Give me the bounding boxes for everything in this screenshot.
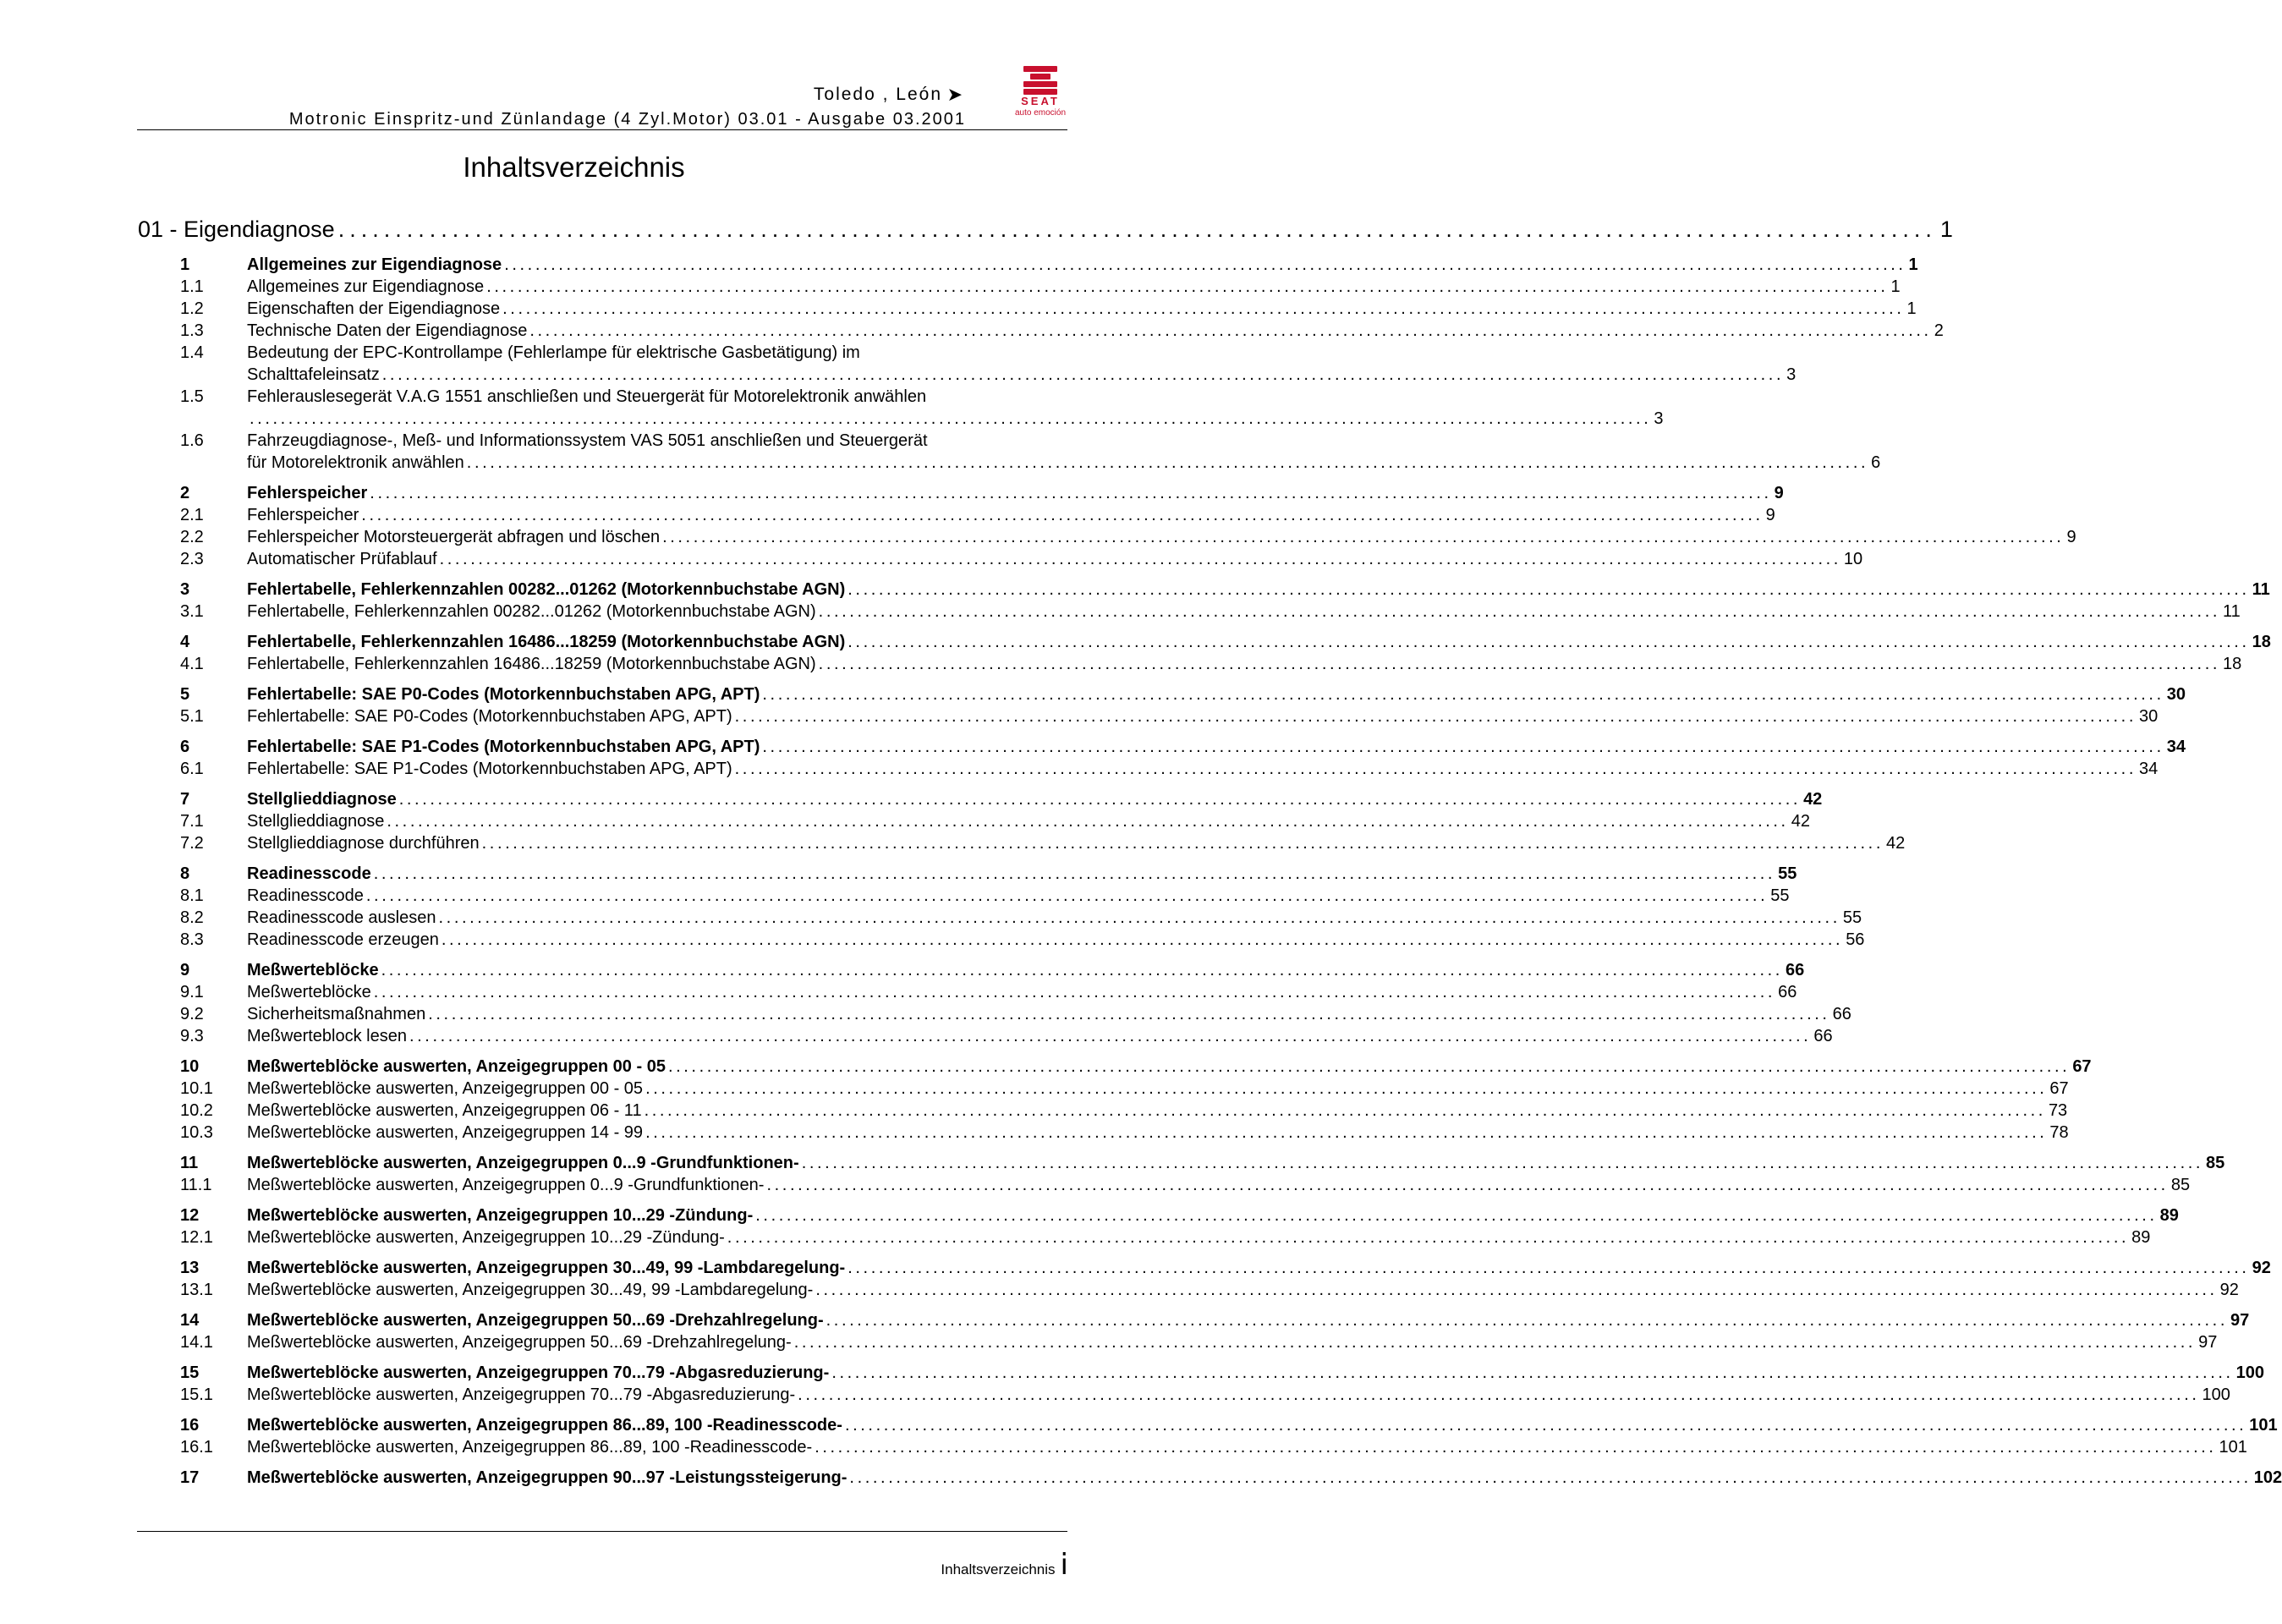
toc-subsection-entry[interactable] xyxy=(180,885,1790,907)
entry-number: 4.1 xyxy=(180,655,204,673)
leader-dots xyxy=(374,981,1775,1003)
entry-page: 1 xyxy=(1908,255,1918,274)
entry-page: 34 xyxy=(2139,760,2159,778)
leader-dots xyxy=(662,526,2064,548)
seat-logo-mark xyxy=(1023,66,1057,95)
toc-subsection-entry[interactable] xyxy=(180,276,1901,298)
entry-title: Eigenschaften der Eigendiagnose xyxy=(247,299,501,318)
entry-title-continued: Schalttafeleinsatz xyxy=(247,365,380,384)
entry-number: 11.1 xyxy=(180,1176,212,1194)
toc-subsection-entry[interactable] xyxy=(180,320,1944,342)
entry-page: 66 xyxy=(1813,1027,1833,1045)
toc-subsection-entry[interactable] xyxy=(180,504,1775,526)
leader-dots xyxy=(409,1025,1811,1047)
entry-page: 1 xyxy=(1906,299,1917,318)
leader-dots xyxy=(645,1100,2046,1122)
entry-number: 15 xyxy=(180,1363,200,1382)
toc-section-entry[interactable] xyxy=(180,736,2186,758)
entry-page: 18 xyxy=(2223,655,2242,673)
entry-number: 10.2 xyxy=(180,1101,213,1120)
entry-title: Stellglieddiagnose durchführen xyxy=(247,834,480,853)
seat-wordmark: SEAT xyxy=(1021,95,1060,107)
entry-number: 16.1 xyxy=(180,1438,213,1457)
entry-page: 9 xyxy=(1765,506,1775,524)
leader-dots xyxy=(798,1384,2199,1406)
entry-page: 11 xyxy=(2223,602,2241,621)
entry-title: Meßwerteblöcke auswerten, Anzeigegruppen 00 - 05 xyxy=(247,1057,666,1076)
entry-page: 6 xyxy=(1871,453,1881,472)
leader-dots xyxy=(504,254,1906,276)
toc-section-entry[interactable] xyxy=(180,1056,2092,1078)
entry-page: 42 xyxy=(1803,790,1823,809)
entry-title: Fehlertabelle: SAE P0-Codes (Motorkennbuchstaben APG, APT) xyxy=(247,685,760,704)
entry-number: 8.3 xyxy=(180,930,204,949)
entry-title: Meßwerteblöcke auswerten, Anzeigegruppen 0...9 -Grundfunktionen- xyxy=(247,1176,765,1194)
leader-dots xyxy=(387,810,1788,832)
toc-subsection-entry[interactable] xyxy=(180,1174,2191,1196)
entry-title: Meßwerteblöcke auswerten, Anzeigegruppen 30...49, 99 -Lambdaregelung- xyxy=(247,1281,814,1299)
entry-title: Meßwerteblöcke auswerten, Anzeigegruppen 00 - 05 xyxy=(247,1079,644,1098)
entry-number: 2.3 xyxy=(180,550,204,568)
entry-title: Fehlertabelle: SAE P1-Codes (Motorkennbuchstaben APG, APT) xyxy=(247,760,732,778)
leader-dots xyxy=(766,1174,2168,1196)
toc-section-entry[interactable] xyxy=(180,1152,2225,1174)
entry-page: 66 xyxy=(1778,983,1797,1001)
toc-subsection-entry[interactable] xyxy=(180,342,1797,386)
leader-dots xyxy=(848,631,2249,653)
entry-page: 78 xyxy=(2049,1123,2069,1142)
entry-title: Fehlerspeicher xyxy=(247,484,368,502)
entry-title: Meßwerteblöcke auswerten, Anzeigegruppen 86...89, 100 -Readinesscode- xyxy=(247,1416,842,1435)
toc-subsection-entry[interactable] xyxy=(180,981,1797,1003)
page-footer xyxy=(941,1548,1068,1582)
entry-page: 9 xyxy=(1774,484,1784,502)
leader-dots xyxy=(727,1226,2129,1248)
entry-page: 55 xyxy=(1842,908,1862,927)
leader-dots xyxy=(849,1467,2251,1489)
leader-dots xyxy=(467,452,1868,474)
entry-number: 10.1 xyxy=(180,1079,213,1098)
entry-title: Allgemeines zur Eigendiagnose xyxy=(247,277,485,296)
toc-subsection-entry[interactable] xyxy=(180,526,2076,548)
entry-title: Automatischer Prüfablauf xyxy=(247,550,437,568)
entry-number: 9.1 xyxy=(180,983,204,1001)
entry-page: 100 xyxy=(2235,1363,2265,1382)
toc-subsection-entry[interactable] xyxy=(180,1331,2218,1353)
entry-page: 100 xyxy=(2202,1385,2230,1404)
toc-section-entry[interactable] xyxy=(180,959,1805,981)
toc-section-entry[interactable] xyxy=(180,863,1797,885)
entry-title: Meßwerteblöcke auswerten, Anzeigegruppen 10...29 -Zündung- xyxy=(247,1228,725,1247)
toc-section-entry[interactable] xyxy=(180,1309,2250,1331)
toc-section-entry[interactable] xyxy=(180,683,2186,705)
toc-subsection-entry[interactable] xyxy=(180,1078,2069,1100)
leader-dots xyxy=(645,1078,2047,1100)
leader-dots xyxy=(848,579,2249,601)
entry-title: Meßwerteblöcke auswerten, Anzeigegruppen 14 - 99 xyxy=(247,1123,644,1142)
toc-chapter-entry[interactable] xyxy=(138,217,1953,250)
toc-subsection-entry[interactable] xyxy=(180,1003,1851,1025)
entry-title: Stellglieddiagnose xyxy=(247,790,397,809)
leader-dots xyxy=(819,601,2220,623)
entry-page: 97 xyxy=(2230,1311,2250,1330)
leader-dots xyxy=(735,705,2137,727)
entry-number: 8 xyxy=(180,864,190,883)
toc-subsection-entry[interactable] xyxy=(180,1226,2151,1248)
entry-title: Technische Daten der Eigendiagnose xyxy=(247,321,528,340)
entry-title: Fehlertabelle, Fehlerkennzahlen 16486...18259 (Motorkennbuchstabe AGN) xyxy=(247,655,816,673)
entry-page: 42 xyxy=(1791,812,1810,831)
entry-title: Meßwerteblöcke xyxy=(247,961,379,979)
toc-subsection-entry[interactable] xyxy=(180,1436,2247,1458)
footer-divider xyxy=(137,1531,1067,1532)
toc-subsection-entry[interactable] xyxy=(180,601,2241,623)
entry-number: 7.2 xyxy=(180,834,204,853)
toc-subsection-entry[interactable] xyxy=(180,1025,1833,1047)
entry-number: 1 xyxy=(180,255,190,274)
toc-subsection-entry[interactable] xyxy=(180,298,1917,320)
entry-title: Fehlerauslesegerät V.A.G 1551 anschließen und Steuergerät für Motorelektronik anwählen xyxy=(247,387,927,406)
entry-title: Fehlerspeicher xyxy=(247,506,359,524)
entry-page: 55 xyxy=(1770,886,1790,905)
toc-section-entry[interactable] xyxy=(180,254,1918,276)
entry-number: 7.1 xyxy=(180,812,204,831)
table-of-contents xyxy=(180,254,2282,1489)
entry-page: 67 xyxy=(2049,1079,2069,1098)
leader-dots xyxy=(361,504,1763,526)
entry-page: 89 xyxy=(2131,1228,2151,1247)
entry-title: Fehlertabelle: SAE P1-Codes (Motorkennbuchstaben APG, APT) xyxy=(247,738,760,756)
entry-page: 101 xyxy=(2249,1416,2278,1435)
entry-title: Readinesscode xyxy=(247,864,371,883)
entry-number: 1.1 xyxy=(180,277,204,296)
toc-section-entry[interactable] xyxy=(180,788,1823,810)
leader-dots xyxy=(374,863,1775,885)
leader-dots xyxy=(399,788,1801,810)
entry-number: 8.1 xyxy=(180,886,204,905)
page-title: Inhaltsverzeichnis xyxy=(463,151,685,183)
page-header xyxy=(137,80,991,130)
leader-dots xyxy=(819,653,2220,675)
leader-dots xyxy=(815,1279,2217,1301)
entry-number: 11 xyxy=(180,1154,199,1172)
entry-number: 12 xyxy=(180,1206,200,1225)
entry-title: Readinesscode auslesen xyxy=(247,908,436,927)
leader-dots xyxy=(845,1414,2246,1436)
entry-number: 13.1 xyxy=(180,1281,213,1299)
toc-section-entry[interactable] xyxy=(180,1414,2278,1436)
chapter-page: 1 xyxy=(1939,217,1953,242)
entry-number: 10 xyxy=(180,1057,200,1076)
entry-title: Meßwerteblöcke auswerten, Anzeigegruppen 86...89, 100 -Readinesscode- xyxy=(247,1438,813,1457)
entry-number: 15.1 xyxy=(180,1385,213,1404)
entry-title: Meßwerteblock lesen xyxy=(247,1027,407,1045)
entry-number: 14.1 xyxy=(180,1333,213,1352)
toc-subsection-entry[interactable] xyxy=(180,810,1810,832)
entry-title: Meßwerteblöcke auswerten, Anzeigegruppen 30...49, 99 -Lambdaregelung- xyxy=(247,1259,846,1277)
header-divider xyxy=(137,129,1067,130)
leader-dots xyxy=(486,276,1888,298)
entry-page: 10 xyxy=(1843,550,1863,568)
entry-number: 5 xyxy=(180,685,190,704)
leader-dots xyxy=(381,959,1783,981)
entry-title: Meßwerteblöcke xyxy=(247,983,371,1001)
entry-number: 6.1 xyxy=(180,760,204,778)
toc-subsection-entry[interactable] xyxy=(180,832,1906,854)
entry-page: 92 xyxy=(2219,1281,2239,1299)
entry-number: 2 xyxy=(180,484,190,502)
entry-page: 102 xyxy=(2253,1468,2282,1487)
entry-title: Fahrzeugdiagnose-, Meß- und Informationssystem VAS 5051 anschließen und Steuergerät xyxy=(247,431,928,450)
toc-subsection-entry[interactable] xyxy=(180,430,1881,474)
toc-section-entry[interactable] xyxy=(180,631,2271,653)
entry-number: 7 xyxy=(180,790,190,809)
leader-dots xyxy=(482,832,1884,854)
entry-number: 1.5 xyxy=(180,387,204,406)
toc-subsection-entry[interactable] xyxy=(180,1279,2239,1301)
entry-title-continued: für Motorelektronik anwählen xyxy=(247,453,464,472)
entry-number: 4 xyxy=(180,633,190,651)
leader-dots xyxy=(735,758,2137,780)
leader-dots xyxy=(529,320,1931,342)
leader-dots xyxy=(382,364,1784,386)
toc-subsection-entry[interactable] xyxy=(180,548,1863,570)
toc-subsection-entry[interactable] xyxy=(180,907,1862,929)
entry-page: 1 xyxy=(1890,277,1901,296)
entry-number: 12.1 xyxy=(180,1228,213,1247)
entry-title: Meßwerteblöcke auswerten, Anzeigegruppen 10...29 -Zündung- xyxy=(247,1206,754,1225)
entry-title: Meßwerteblöcke auswerten, Anzeigegruppen 0...9 -Grundfunktionen- xyxy=(247,1154,799,1172)
entry-number: 9 xyxy=(180,961,190,979)
entry-page: 66 xyxy=(1832,1005,1851,1023)
entry-number: 2.2 xyxy=(180,528,204,546)
entry-page: 97 xyxy=(2198,1333,2218,1352)
entry-title: Fehlertabelle, Fehlerkennzahlen 16486...18259 (Motorkennbuchstabe AGN) xyxy=(247,633,846,651)
entry-title: Meßwerteblöcke auswerten, Anzeigegruppen 70...79 -Abgasreduzierung- xyxy=(247,1385,796,1404)
entry-page: 3 xyxy=(1786,365,1797,384)
entry-number: 9.3 xyxy=(180,1027,204,1045)
toc-subsection-entry[interactable] xyxy=(180,705,2159,727)
chapter-title: 01 - Eigendiagnose xyxy=(138,217,335,242)
leader-dots xyxy=(794,1331,2196,1353)
toc-subsection-entry[interactable] xyxy=(180,386,1664,430)
leader-dots xyxy=(645,1122,2047,1144)
leader-dots xyxy=(440,548,1841,570)
leader-dots xyxy=(439,907,1840,929)
leader-dots xyxy=(668,1056,2070,1078)
entry-number: 2.1 xyxy=(180,506,204,524)
header-vehicle-models: Toledo , León xyxy=(813,85,942,104)
entry-title: Stellglieddiagnose xyxy=(247,812,385,831)
toc-subsection-entry[interactable] xyxy=(180,1384,2230,1406)
entry-number: 16 xyxy=(180,1416,200,1435)
entry-number: 10.3 xyxy=(180,1123,213,1142)
leader-dots xyxy=(848,1257,2249,1279)
entry-title: Fehlertabelle, Fehlerkennzahlen 00282...01262 (Motorkennbuchstabe AGN) xyxy=(247,580,846,599)
entry-title: Fehlertabelle: SAE P0-Codes (Motorkennbuchstaben APG, APT) xyxy=(247,707,732,726)
toc-subsection-entry[interactable] xyxy=(180,653,2242,675)
entry-number: 13 xyxy=(180,1259,200,1277)
toc-subsection-entry[interactable] xyxy=(180,1122,2069,1144)
entry-number: 14 xyxy=(180,1311,200,1330)
entry-title: Sicherheitsmaßnahmen xyxy=(247,1005,426,1023)
leader-dots xyxy=(826,1309,2228,1331)
leader-dots xyxy=(802,1152,2203,1174)
entry-number: 6 xyxy=(180,738,190,756)
entry-page: 11 xyxy=(2252,580,2270,599)
toc-subsection-entry[interactable] xyxy=(180,758,2159,780)
toc-section-entry[interactable] xyxy=(180,1204,2179,1226)
entry-number: 17 xyxy=(180,1468,200,1487)
entry-title: Meßwerteblöcke auswerten, Anzeigegruppen 06 - 11 xyxy=(247,1101,642,1120)
entry-page: 89 xyxy=(2159,1206,2179,1225)
toc-section-entry[interactable] xyxy=(180,579,2270,601)
entry-title: Fehlertabelle, Fehlerkennzahlen 00282...01262 (Motorkennbuchstabe AGN) xyxy=(247,602,816,621)
entry-page: 30 xyxy=(2139,707,2159,726)
toc-section-entry[interactable] xyxy=(180,482,1784,504)
leader-dots xyxy=(442,929,1843,951)
entry-page: 30 xyxy=(2166,685,2186,704)
entry-title: Fehlerspeicher Motorsteuergerät abfragen und löschen xyxy=(247,528,661,546)
leader-dots xyxy=(762,683,2164,705)
leader-dots xyxy=(428,1003,1829,1025)
entry-number: 1.3 xyxy=(180,321,204,340)
leader-dots xyxy=(502,298,1904,320)
leader-dots xyxy=(370,482,1771,504)
entry-number: 8.2 xyxy=(180,908,204,927)
toc-subsection-entry[interactable] xyxy=(180,929,1865,951)
entry-title: Allgemeines zur Eigendiagnose xyxy=(247,255,502,274)
entry-title: Bedeutung der EPC-Kontrollampe (Fehlerlampe für elektrische Gasbetätigung) im xyxy=(247,343,860,362)
leader-dots xyxy=(815,1436,2216,1458)
leader-dots xyxy=(338,217,1937,243)
seat-logo-icon xyxy=(1009,66,1072,120)
entry-page: 3 xyxy=(1654,409,1664,428)
entry-page: 73 xyxy=(2048,1101,2068,1120)
entry-number: 3.1 xyxy=(180,602,204,621)
entry-page: 101 xyxy=(2219,1438,2247,1457)
entry-page: 34 xyxy=(2166,738,2186,756)
toc-section-entry[interactable] xyxy=(180,1362,2265,1384)
leader-dots xyxy=(366,885,1768,907)
entry-title: Meßwerteblöcke auswerten, Anzeigegruppen 70...79 -Abgasreduzierung- xyxy=(247,1363,830,1382)
entry-number: 5.1 xyxy=(180,707,204,726)
entry-number: 1.4 xyxy=(180,343,204,362)
leader-dots xyxy=(762,736,2164,758)
entry-page: 18 xyxy=(2252,633,2271,651)
leader-dots xyxy=(831,1362,2233,1384)
footer-label: Inhaltsverzeichnis xyxy=(941,1561,1056,1577)
entry-title: Meßwerteblöcke auswerten, Anzeigegruppen 50...69 -Drehzahlregelung- xyxy=(247,1333,792,1352)
entry-page: 2 xyxy=(1934,321,1944,340)
toc-section-entry[interactable] xyxy=(180,1257,2271,1279)
leader-dots xyxy=(250,408,1651,430)
entry-page: 66 xyxy=(1785,961,1805,979)
entry-number: 1.6 xyxy=(180,431,204,450)
entry-title: Meßwerteblöcke auswerten, Anzeigegruppen 90...97 -Leistungssteigerung- xyxy=(247,1468,848,1487)
entry-page: 55 xyxy=(1778,864,1797,883)
entry-number: 3 xyxy=(180,580,190,599)
header-document-title: Motronic Einspritz-und Zünlandage (4 Zyl.Motor) 03.01 - Ausgabe 03.2001 xyxy=(288,110,966,129)
toc-subsection-entry[interactable] xyxy=(180,1100,2068,1122)
entry-page: 67 xyxy=(2072,1057,2092,1076)
entry-page: 85 xyxy=(2170,1176,2191,1194)
entry-page: 92 xyxy=(2252,1259,2271,1277)
entry-title: Meßwerteblöcke auswerten, Anzeigegruppen 50...69 -Drehzahlregelung- xyxy=(247,1311,824,1330)
leader-dots xyxy=(755,1204,2157,1226)
toc-section-entry[interactable] xyxy=(180,1467,2282,1489)
entry-number: 9.2 xyxy=(180,1005,204,1023)
seat-tagline: auto emoción xyxy=(1014,108,1067,118)
entry-page: 42 xyxy=(1886,834,1906,853)
header-arrow-icon: ➤ xyxy=(946,84,963,105)
footer-page-number: i xyxy=(1060,1548,1068,1582)
entry-page: 85 xyxy=(2206,1154,2225,1172)
entry-title: Readinesscode xyxy=(247,886,364,905)
entry-page: 9 xyxy=(2066,528,2076,546)
entry-title: Readinesscode erzeugen xyxy=(247,930,439,949)
entry-page: 56 xyxy=(1846,930,1865,949)
entry-number: 1.2 xyxy=(180,299,204,318)
